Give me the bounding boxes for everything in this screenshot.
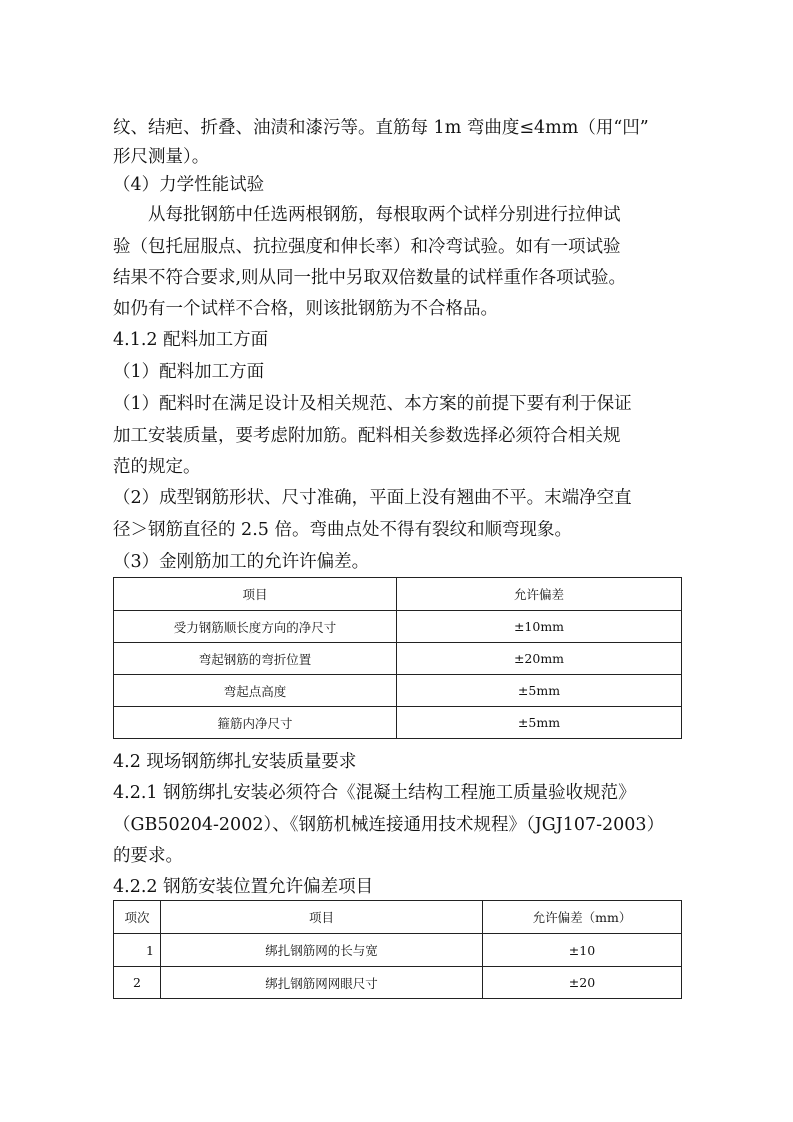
- paragraph-line: 纹、结疤、折叠、油渍和漆污等。直筋每 1m 弯曲度≤4mm（用“凹”: [113, 118, 649, 138]
- paragraph-line: （2）成型钢筋形状、尺寸准确，平面上没有翘曲不平。末端净空直: [113, 488, 632, 508]
- table-cell: ±10: [483, 934, 682, 967]
- table-cell: ±20mm: [397, 643, 682, 675]
- table-cell: 弯起点高度: [114, 675, 397, 707]
- table-cell: 绑扎钢筋网网眼尺寸: [161, 967, 483, 999]
- paragraph-line: 4.2.1 钢筋绑扎安装必须符合《混凝土结构工程施工质量验收规范》: [113, 783, 636, 803]
- paragraph-line: （1）配料时在满足设计及相关规范、本方案的前提下要有利于保证: [113, 394, 632, 414]
- table-cell: ±10mm: [397, 611, 682, 643]
- table-header: 允许偏差（mm）: [483, 901, 682, 934]
- table-header: 项目: [161, 901, 483, 934]
- section-heading: 4.2 现场钢筋绑扎安装质量要求: [113, 752, 357, 772]
- table-cell: ±5mm: [397, 707, 682, 739]
- tolerance-table-processing: [113, 577, 682, 739]
- table-cell: ±5mm: [397, 675, 682, 707]
- paragraph-line: 如仍有一个试样不合格，则该批钢筋为不合格品。: [113, 299, 498, 319]
- section-heading: （1）配料加工方面: [113, 362, 265, 382]
- section-heading: 4.2.2 钢筋安装位置允许偏差项目: [113, 877, 374, 897]
- table-header: 项次: [114, 901, 161, 934]
- table-header: 允许偏差: [397, 578, 682, 611]
- table-cell: 弯起钢筋的弯折位置: [114, 643, 397, 675]
- tolerance-table-installation: [113, 900, 682, 999]
- paragraph-line: （3）金刚筋加工的允许许偏差。: [113, 552, 370, 572]
- table-header: 项目: [114, 578, 397, 611]
- paragraph-line: 径＞钢筋直径的 2.5 倍。弯曲点处不得有裂纹和顺弯现象。: [113, 520, 572, 540]
- table-cell: ±20: [483, 967, 682, 999]
- table-cell: 绑扎钢筋网的长与宽: [161, 934, 483, 967]
- table-cell: 受力钢筋顺长度方向的净尺寸: [114, 611, 397, 643]
- table-cell: 2: [114, 967, 161, 999]
- paragraph-line: 范的规定。: [113, 457, 201, 477]
- paragraph-line: 形尺测量）。: [113, 147, 210, 167]
- section-heading: 4.1.2 配料加工方面: [113, 330, 269, 350]
- paragraph-line: 验（包托屈服点、抗拉强度和伸长率）和冷弯试验。如有一项试验: [113, 237, 621, 257]
- table-cell: 箍筋内净尺寸: [114, 707, 397, 739]
- paragraph-line: 的要求。: [113, 846, 183, 866]
- paragraph-line: 从每批钢筋中任选两根钢筋，每根取两个试样分别进行拉伸试: [113, 205, 621, 225]
- table-cell: 1: [114, 934, 161, 967]
- paragraph-line: 加工安装质量，要考虑附加筋。配料相关参数选择必须符合相关规: [113, 426, 621, 446]
- paragraph-line: （GB50204-2002）、《钢筋机械连接通用技术规程》（JGJ107-2003）: [113, 815, 665, 835]
- section-heading: （4）力学性能试验: [113, 175, 265, 195]
- paragraph-line: 结果不符合要求,则从同一批中另取双倍数量的试样重作各项试验。: [113, 268, 627, 288]
